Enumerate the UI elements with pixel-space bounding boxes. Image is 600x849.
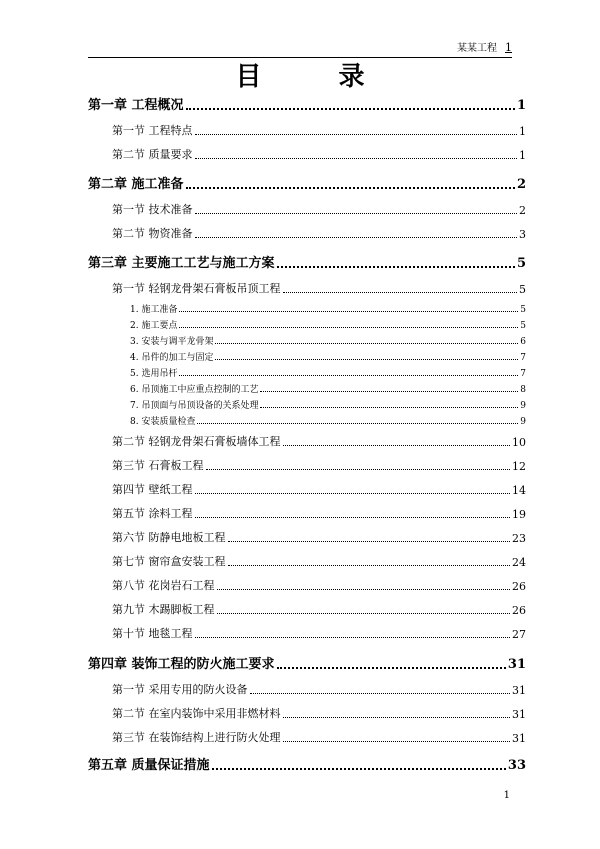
toc-label: 5. 选用吊杆 bbox=[130, 369, 178, 379]
toc-section[interactable] bbox=[112, 577, 526, 593]
toc-label: 第一节 技术准备 bbox=[112, 203, 193, 216]
toc-title: 目 录 bbox=[235, 62, 399, 92]
dot-leader bbox=[228, 564, 511, 566]
toc-page: 1 bbox=[519, 149, 526, 162]
toc-subsection[interactable] bbox=[130, 366, 526, 379]
toc-page: 31 bbox=[512, 708, 526, 721]
toc-label: 2. 施工要点 bbox=[130, 321, 178, 331]
toc-subsection[interactable] bbox=[130, 382, 526, 395]
dot-leader bbox=[195, 133, 518, 135]
toc-label: 第二节 物资准备 bbox=[112, 227, 193, 240]
toc-page: 24 bbox=[512, 556, 526, 569]
toc-subsection[interactable] bbox=[130, 398, 526, 411]
toc-page: 8 bbox=[520, 385, 526, 395]
toc-label: 第七节 窗帘盒安装工程 bbox=[112, 555, 226, 568]
toc-label: 第二节 轻钢龙骨架石膏板墙体工程 bbox=[112, 435, 281, 448]
dot-leader bbox=[283, 716, 511, 718]
toc-section[interactable] bbox=[112, 457, 526, 473]
toc-label: 第一节 采用专用的防火设备 bbox=[112, 683, 248, 696]
toc-section[interactable] bbox=[112, 481, 526, 497]
page-footer bbox=[0, 790, 600, 801]
toc-page: 7 bbox=[520, 369, 526, 379]
toc-chapter-2[interactable] bbox=[88, 173, 526, 192]
toc-page: 12 bbox=[512, 460, 526, 473]
toc-page: 10 bbox=[512, 436, 526, 449]
toc-page: 31 bbox=[512, 684, 526, 697]
toc-page: 6 bbox=[520, 337, 526, 347]
toc-section[interactable] bbox=[112, 433, 526, 449]
toc-page: 9 bbox=[520, 401, 526, 411]
dot-leader bbox=[186, 107, 515, 110]
dot-leader bbox=[260, 390, 518, 392]
dot-leader bbox=[195, 636, 511, 638]
toc-label: 第三节 在装饰结构上进行防火处理 bbox=[112, 731, 281, 744]
toc-label: 第八节 花岗岩石工程 bbox=[112, 579, 215, 592]
toc-label: 第六节 防静电地板工程 bbox=[112, 531, 226, 544]
toc-page: 1 bbox=[516, 98, 526, 113]
dot-leader bbox=[197, 422, 518, 424]
toc-label: 第五章 质量保证措施 bbox=[88, 758, 210, 773]
dot-leader bbox=[195, 516, 511, 518]
toc-section[interactable] bbox=[112, 681, 526, 697]
dot-leader bbox=[195, 157, 518, 159]
toc-page: 19 bbox=[512, 508, 526, 521]
toc-chapter-1[interactable] bbox=[88, 94, 526, 113]
toc-page: 5 bbox=[520, 321, 526, 331]
dot-leader bbox=[260, 406, 518, 408]
toc-page: 7 bbox=[520, 353, 526, 363]
dot-leader bbox=[283, 444, 511, 446]
toc-subsection[interactable] bbox=[130, 318, 526, 331]
dot-leader bbox=[277, 265, 515, 268]
dot-leader bbox=[195, 212, 518, 214]
toc-page: 26 bbox=[512, 604, 526, 617]
toc-label: 第三章 主要施工工艺与施工方案 bbox=[88, 256, 275, 271]
toc-label: 3. 安装与调平龙骨架 bbox=[130, 337, 214, 347]
dot-leader bbox=[186, 186, 515, 189]
dot-leader bbox=[179, 374, 518, 376]
toc-page: 31 bbox=[507, 657, 526, 672]
toc-label: 第九节 木踢脚板工程 bbox=[112, 603, 215, 616]
toc-label: 6. 吊顶施工中应重点控制的工艺 bbox=[130, 385, 259, 395]
toc-page: 3 bbox=[519, 228, 526, 241]
toc-page: 33 bbox=[507, 758, 526, 773]
dot-leader bbox=[179, 326, 518, 328]
dot-leader bbox=[179, 310, 518, 312]
toc-page: 26 bbox=[512, 580, 526, 593]
dot-leader bbox=[215, 358, 518, 360]
toc-page: 5 bbox=[519, 283, 526, 296]
toc-section[interactable] bbox=[112, 625, 526, 641]
dot-leader bbox=[277, 666, 506, 669]
toc-label: 第一节 轻钢龙骨架石膏板吊顶工程 bbox=[112, 282, 281, 295]
toc-label: 第一章 工程概况 bbox=[88, 98, 184, 113]
toc-section[interactable] bbox=[112, 729, 526, 745]
toc-section[interactable] bbox=[112, 122, 526, 138]
toc-chapter-3[interactable] bbox=[88, 252, 526, 271]
dot-leader bbox=[215, 342, 518, 344]
toc-label: 第二节 质量要求 bbox=[112, 148, 193, 161]
toc-page: 2 bbox=[516, 177, 526, 192]
header-text: 某某工程 bbox=[457, 43, 497, 54]
dot-leader bbox=[217, 588, 511, 590]
dot-leader bbox=[283, 740, 511, 742]
toc-section[interactable] bbox=[112, 705, 526, 721]
dot-leader bbox=[217, 612, 511, 614]
toc-section[interactable] bbox=[112, 280, 526, 296]
dot-leader bbox=[206, 468, 511, 470]
dot-leader bbox=[195, 236, 518, 238]
toc-chapter-4[interactable] bbox=[88, 653, 526, 672]
toc-page: 5 bbox=[520, 305, 526, 315]
toc-label: 第四章 装饰工程的防火施工要求 bbox=[88, 657, 275, 672]
dot-leader bbox=[228, 540, 511, 542]
toc-label: 第二节 在室内装饰中采用非燃材料 bbox=[112, 707, 281, 720]
footer-page-number: 1 bbox=[503, 790, 510, 801]
dot-leader bbox=[212, 767, 506, 770]
toc-label: 第三节 石膏板工程 bbox=[112, 459, 204, 472]
toc-label: 8. 安装质量检查 bbox=[130, 417, 196, 427]
toc-label: 4. 吊件的加工与固定 bbox=[130, 353, 214, 363]
toc-label: 第一节 工程特点 bbox=[112, 124, 193, 137]
toc-page: 27 bbox=[512, 628, 526, 641]
toc-page: 9 bbox=[520, 417, 526, 427]
toc-label: 第二章 施工准备 bbox=[88, 177, 184, 192]
toc-label: 第五节 涂料工程 bbox=[112, 507, 193, 520]
toc-subsection[interactable] bbox=[130, 350, 526, 363]
dot-leader bbox=[195, 492, 511, 494]
toc-section[interactable] bbox=[112, 505, 526, 521]
toc-page: 31 bbox=[512, 732, 526, 745]
toc-label: 1. 施工准备 bbox=[130, 305, 178, 315]
toc-label: 第四节 壁纸工程 bbox=[112, 483, 193, 496]
dot-leader bbox=[283, 291, 518, 293]
toc-page: 1 bbox=[519, 125, 526, 138]
toc-section[interactable] bbox=[112, 146, 526, 162]
toc-subsection[interactable] bbox=[130, 302, 526, 315]
toc-page: 14 bbox=[512, 484, 526, 497]
toc-label: 7. 吊顶面与吊顶设备的关系处理 bbox=[130, 401, 259, 411]
toc-page: 2 bbox=[519, 204, 526, 217]
toc-section[interactable] bbox=[112, 225, 526, 241]
header-page-number: 1 bbox=[505, 41, 512, 54]
toc-chapter-5[interactable] bbox=[88, 754, 526, 773]
toc-section[interactable] bbox=[112, 201, 526, 217]
toc-subsection[interactable] bbox=[130, 334, 526, 347]
toc-subsection[interactable] bbox=[130, 414, 526, 427]
toc-section[interactable] bbox=[112, 553, 526, 569]
toc-page: 5 bbox=[516, 256, 526, 271]
toc-section[interactable] bbox=[112, 601, 526, 617]
toc-label: 第十节 地毯工程 bbox=[112, 627, 193, 640]
toc-section[interactable] bbox=[112, 529, 526, 545]
dot-leader bbox=[250, 692, 511, 694]
toc-page: 23 bbox=[512, 532, 526, 545]
